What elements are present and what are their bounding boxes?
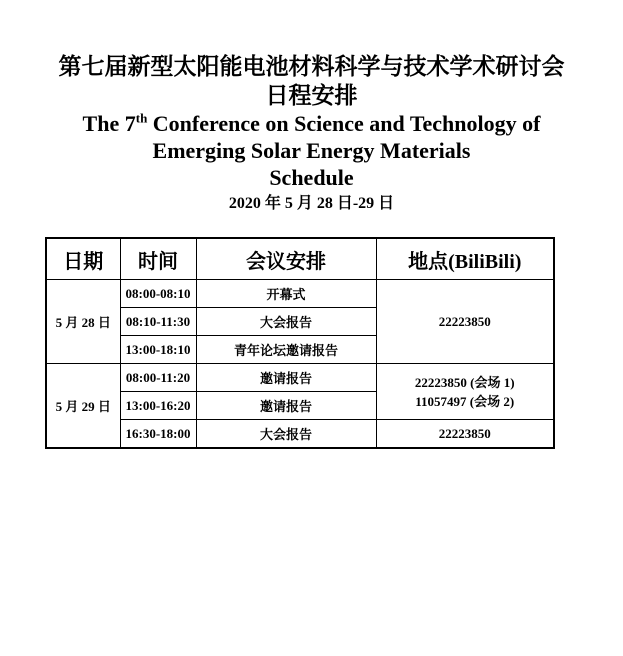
day2-location-cell-sessions12 (376, 364, 554, 420)
day2-session1-time: 08:00-11:20 (120, 364, 196, 392)
header-date: 日期 (46, 238, 120, 280)
table-header-row (46, 238, 554, 280)
day2-location-cell-session3: 22223850 (376, 420, 554, 449)
day2-session1-agenda: 邀请报告 (196, 364, 376, 392)
day1-session1-time: 08:00-08:10 (120, 280, 196, 308)
day1-session3-time: 13:00-18:10 (120, 336, 196, 364)
ordinal-superscript: th (135, 110, 148, 126)
day1-date-cell: 5 月 28 日 (46, 280, 120, 364)
day1-session3-agenda: 青年论坛邀请报告 (196, 336, 376, 364)
date-range: 2020 年 5 月 28 日-29 日 (228, 195, 395, 212)
table-row (46, 280, 554, 308)
subtitle-chinese: 日程安排 (265, 83, 358, 108)
title-english-prefix: The 7 (82, 111, 136, 136)
title-english-line2: Emerging Solar Energy Materials (152, 138, 471, 163)
title-english-line3: Schedule (269, 165, 354, 190)
table-row (46, 364, 554, 392)
day1-session2-agenda: 大会报告 (196, 308, 376, 336)
title-english-line1 (0, 110, 623, 137)
day1-session1-agenda: 开幕式 (196, 280, 376, 308)
title-chinese: 第七届新型太阳能电池材料科学与技术学术研讨会 (58, 54, 565, 79)
table-row (46, 420, 554, 449)
day2-location-venue1: 22223850 (会场 1) (414, 374, 515, 390)
day1-session2-time: 08:10-11:30 (120, 308, 196, 336)
day2-session2-time: 13:00-16:20 (120, 392, 196, 420)
day1-location-cell: 22223850 (376, 280, 554, 364)
header-agenda: 会议安排 (196, 238, 376, 280)
title-english-suffix: Conference on Science and Technology of (147, 111, 541, 136)
schedule-table (45, 237, 555, 449)
day2-location-venue2: 11057497 (会场 2) (415, 393, 515, 409)
day2-session3-time: 16:30-18:00 (120, 420, 196, 449)
day2-session3-agenda: 大会报告 (196, 420, 376, 449)
day2-session2-agenda: 邀请报告 (196, 392, 376, 420)
day2-date-cell: 5 月 29 日 (46, 364, 120, 449)
header-location: 地点(BiliBili) (376, 238, 554, 280)
title-block (0, 52, 623, 216)
header-time: 时间 (120, 238, 196, 280)
